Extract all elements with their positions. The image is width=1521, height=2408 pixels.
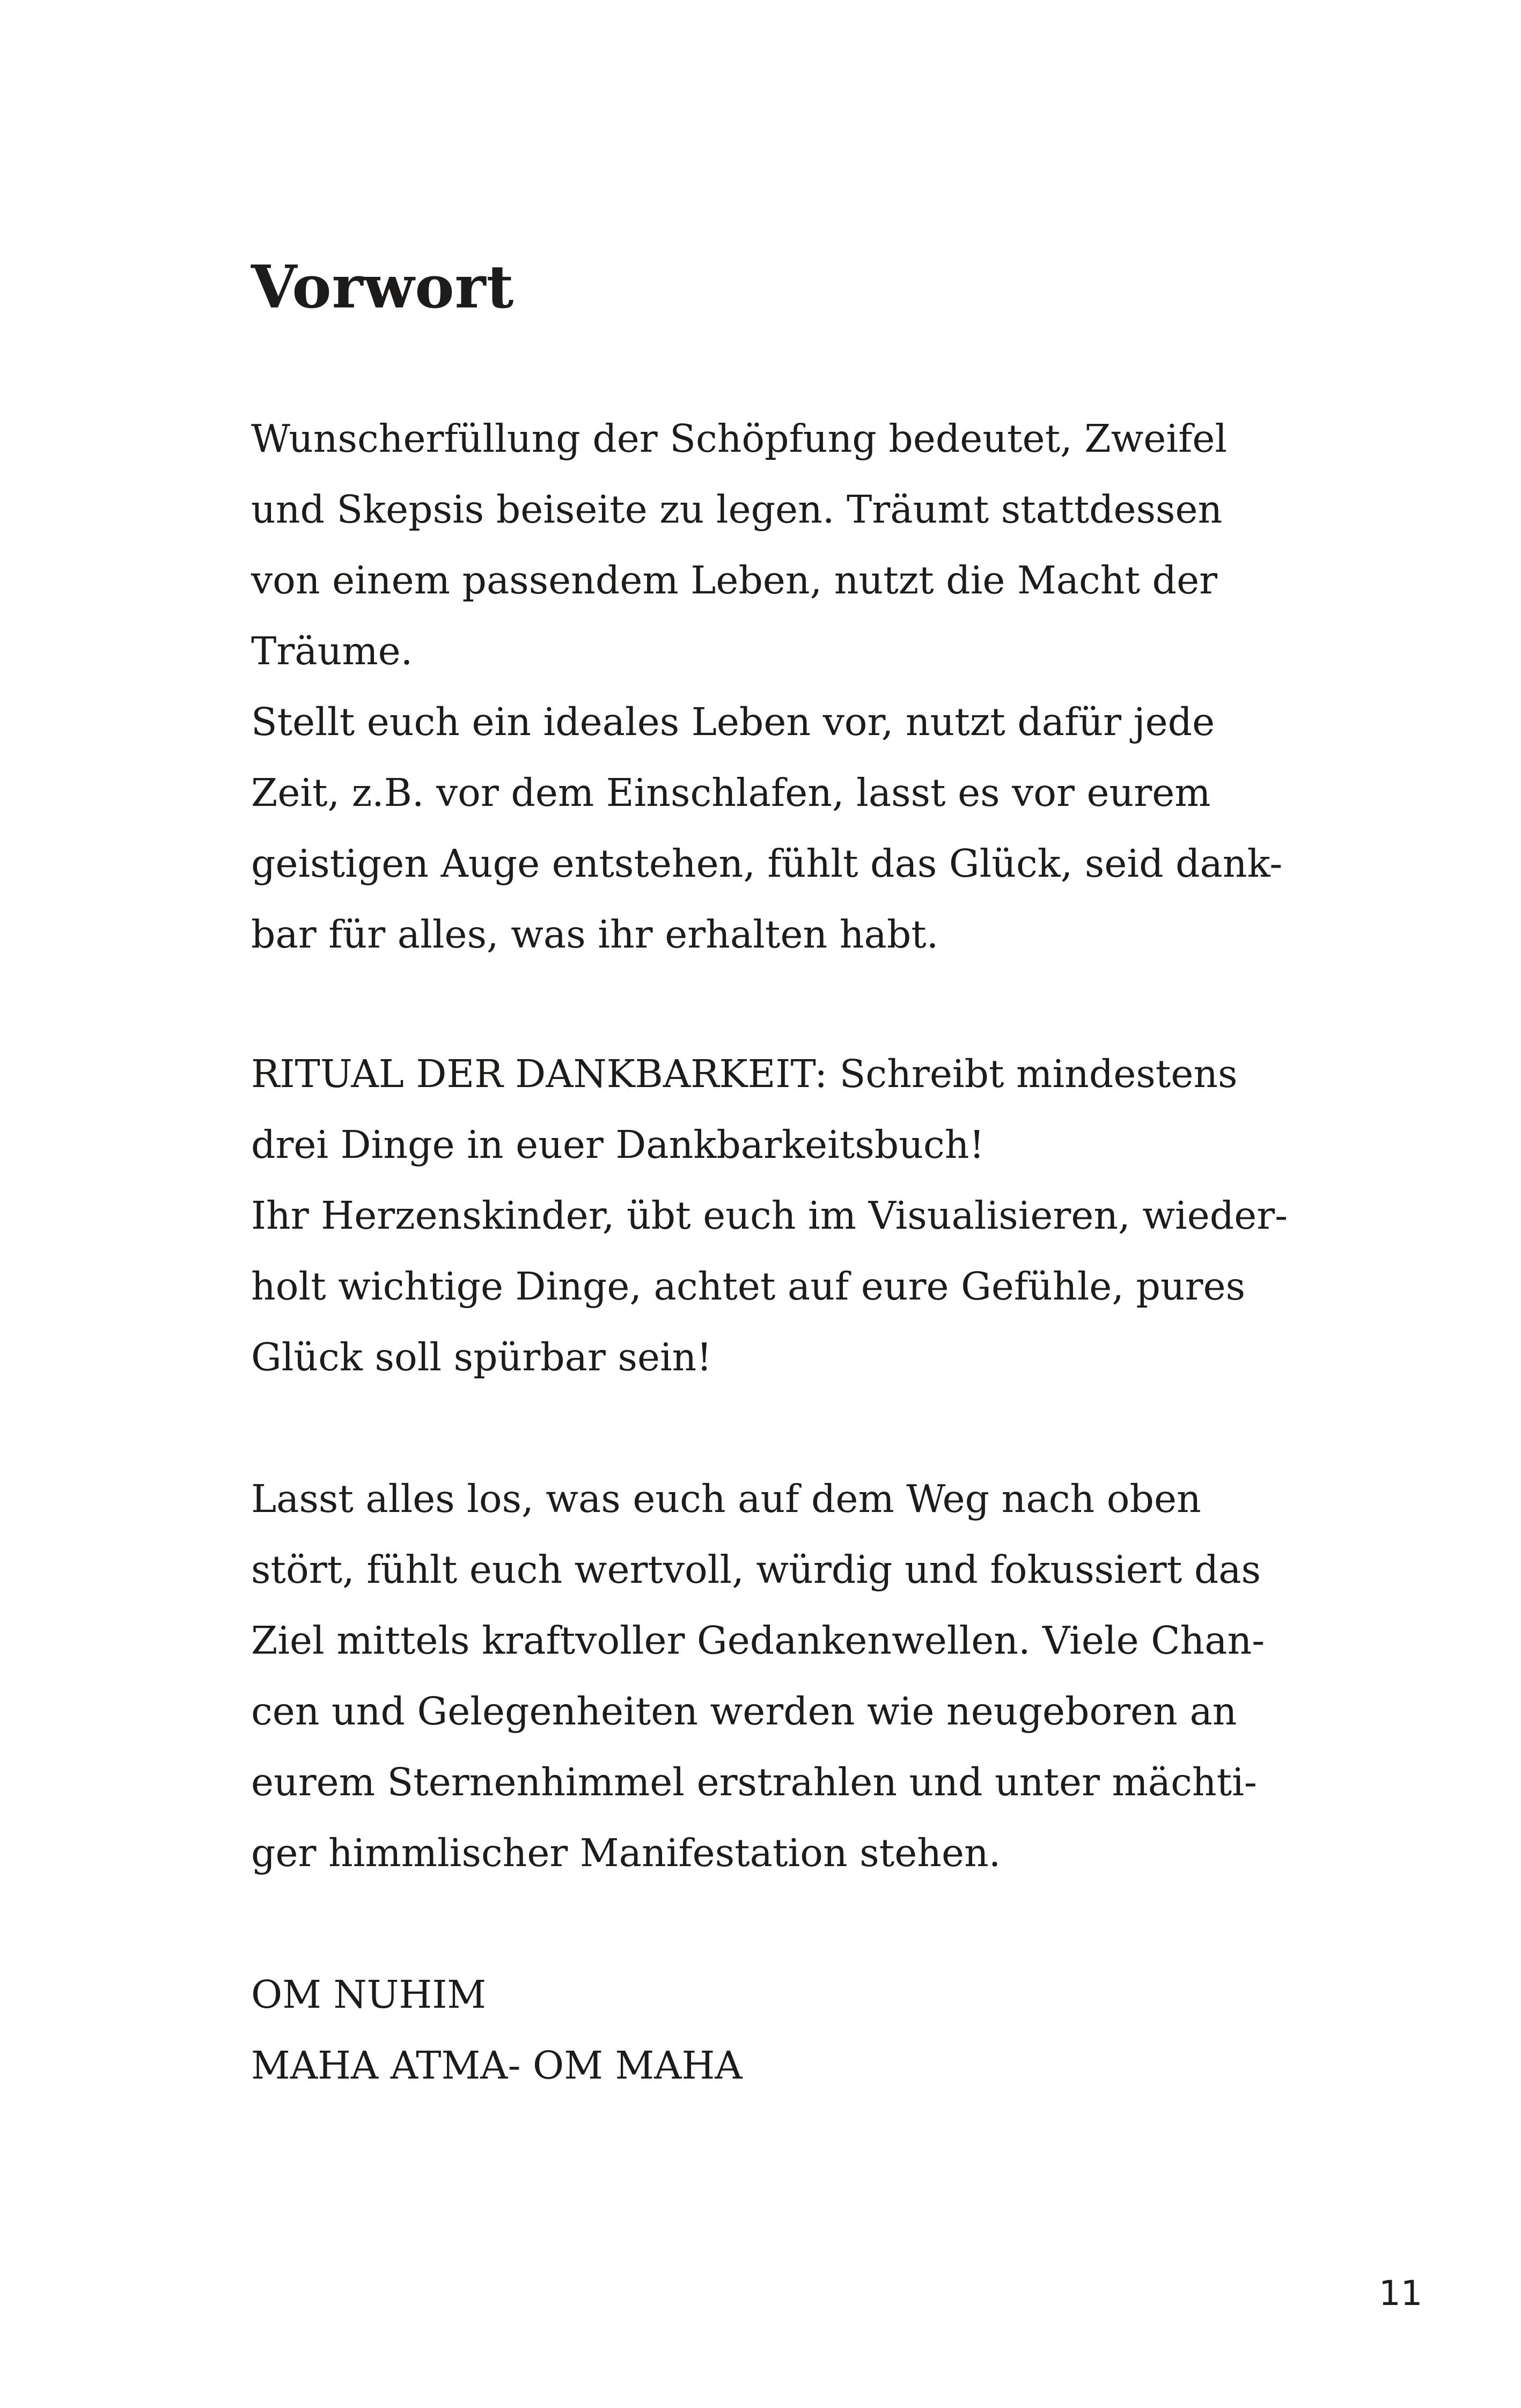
text-line: Glück soll spürbar sein! [251,1335,712,1379]
text-line: OM NUHIM [251,1972,487,2017]
text-line: Lasst alles los, was euch auf dem Weg nach oben [251,1477,1201,1521]
text-line: cen und Gelegenheiten werden wie neugeboren an [251,1689,1237,1734]
text-line: drei Dinge in euer Dankbarkeitsbuch! [251,1122,984,1167]
text-line: Stellt euch ein ideales Leben vor, nutzt dafür jede [251,700,1215,744]
text-line: Ziel mittels kraftvoller Gedankenwellen. Viele Chan- [251,1618,1265,1663]
text-line: bar für alles, was ihr erhalten habt. [251,912,939,957]
text-line: von einem passendem Leben, nutzt die Macht der [251,558,1218,603]
text-line: MAHA ATMA- OM MAHA [251,2043,743,2088]
text-line: Wunscherfüllung der Schöpfung bedeutet, Zweifel [251,416,1228,461]
text-line: eurem Sternenhimmel erstrahlen und unter mächti- [251,1760,1257,1804]
text-line: ger himmlischer Manifestation stehen. [251,1831,1001,1875]
text-line: geistigen Auge entstehen, fühlt das Glück, seid dank- [251,841,1283,886]
text-line: RITUAL DER DANKBARKEIT: Schreibt mindestens [251,1052,1238,1096]
text-line: Träume. [251,629,413,673]
text-line: holt wichtige Dinge, achtet auf eure Gefühle, pures [251,1264,1246,1309]
text-line: Ihr Herzenskinder, übt euch im Visualisieren, wieder- [251,1193,1288,1238]
page-title: Vorwort [251,252,515,321]
page-number: 11 [1379,2274,1423,2314]
text-line: und Skepsis beiseite zu legen. Träumt stattdessen [251,487,1223,532]
text-line: Zeit, z.B. vor dem Einschlafen, lasst es vor eurem [251,770,1211,815]
text-line: stört, fühlt euch wertvoll, würdig und fokussiert das [251,1547,1261,1592]
